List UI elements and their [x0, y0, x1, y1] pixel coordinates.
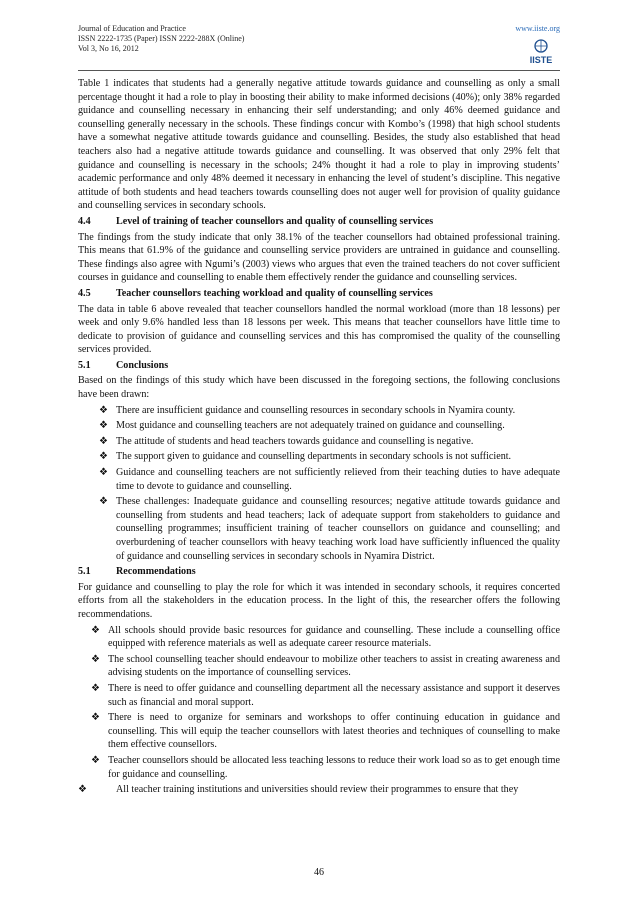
journal-name: Journal of Education and Practice	[78, 24, 186, 33]
section-heading-conclusions	[78, 359, 560, 373]
diamond-bullet-icon: ❖	[78, 784, 87, 796]
diamond-bullet-icon: ❖	[99, 435, 108, 447]
section-title: Teacher counsellors teaching workload and quality of counselling services	[116, 287, 433, 299]
section-heading-4-4	[78, 215, 560, 229]
list-item: ❖ There is need to organize for seminars and workshops to offer continuing education in guidance and counselling. This will equip the teacher counsellors with latest theories and techniques of counselling to make them effective counsellors.	[91, 712, 560, 751]
diamond-bullet-icon: ❖	[91, 712, 100, 724]
section-title: Conclusions	[116, 359, 169, 371]
page-header	[78, 24, 560, 70]
section-number: 4.4	[78, 215, 91, 227]
paragraph-attitudes: Table 1 indicates that students had a generally negative attitude towards guidance and counselling as only a small percentage thought it had a role to play in boosting their ability to make informed decisions (40%); only 38% regarded guidance and counselling necessary in enhancing their self understanding; and only 46% deemed guidance and counselling generally necessary in the schools. These findings concur with Kombo’s (1998) that high school students have a somewhat negative attitude towards guidance and counselling. Besides, the study also established that head teachers also had a negative attitude towards guidance and counselling. It was observed that only 29% felt that guidance and counselling is necessary in the schools; 24% thought it had a role to play in improving students’ academic performance and only 48% deemed it necessary in enhancing the level of student’s discipline. This negative attitude of both students and head teachers towards counselling does not auger well for provision of quality guidance and counselling services in secondary schools.	[78, 78, 560, 212]
volume-line: Vol 3, No 16, 2012	[78, 44, 139, 53]
section-number: 5.1	[78, 566, 91, 578]
journal-website-link[interactable]: www.iiste.org	[515, 24, 560, 33]
section-heading-recommendations	[78, 565, 560, 579]
diamond-bullet-icon: ❖	[91, 754, 100, 766]
list-item: ❖ Teacher counsellors should be allocated less teaching lessons to reduce their work load so as to get enough time for guidance and counselling.	[91, 754, 560, 780]
diamond-bullet-icon: ❖	[99, 404, 108, 416]
paragraph-training: The findings from the study indicate that only 38.1% of the teacher counsellors had obtained professional training. This means that 61.9% of the guidance and counselling service providers are untrained in guidance and counselling. These findings also agree with Ngumi’s (2003) views who argues that even the trained teachers do not cover sufficient courses in guidance and counselling to enable them effectively render the guidance and counselling services.	[78, 231, 560, 284]
diamond-bullet-icon: ❖	[99, 467, 108, 479]
list-item: ❖ These challenges: Inadequate guidance and counselling resources; negative attitude towards guidance and counselling from students and head teachers; lack of adequate support from stakeholders to guidance and counselling programmes; insufficient training of teacher counsellors on guidance and counselling; and overburdening of teacher counsellors with heavy teaching work load have sufficiently influenced the quality of guidance and counselling services in secondary schools in Nyamira District.	[99, 496, 560, 562]
list-item: ❖ There are insufficient guidance and counselling resources in secondary schools in Nyamira county.	[99, 404, 516, 416]
list-item: ❖ Most guidance and counselling teachers are not adequately trained on guidance and counselling.	[99, 420, 505, 432]
section-heading-4-5	[78, 287, 560, 301]
issn-line: ISSN 2222-1735 (Paper) ISSN 2222-288X (Online)	[78, 34, 245, 43]
diamond-bullet-icon: ❖	[99, 451, 108, 463]
list-item: ❖ There is need to offer guidance and counselling department all the necessary assistance and support it deserves such as financial and moral support.	[91, 682, 560, 708]
page-number: 46	[314, 867, 324, 878]
diamond-bullet-icon: ❖	[91, 682, 100, 694]
header-divider	[78, 70, 560, 71]
paragraph-workload: The data in table 6 above revealed that teacher counsellors handled the normal workload (more than 18 lessons) per week and only 9.6% handled less than 18 lessons per week. This means that teacher counsellors have little time to dedicate to provision of guidance and counselling services and this has compromised the quality of the counselling services provided.	[78, 303, 560, 356]
diamond-bullet-icon: ❖	[99, 496, 108, 508]
section-number: 5.1	[78, 359, 91, 371]
iiste-logo	[522, 37, 560, 65]
list-item: ❖ The support given to guidance and counselling departments in secondary schools is not sufficient.	[99, 451, 512, 463]
article-body	[78, 77, 560, 799]
paragraph-conclusions-intro: Based on the findings of this study which have been discussed in the foregoing sections, the following conclusions have been drawn:	[78, 375, 560, 401]
section-title: Recommendations	[116, 566, 196, 578]
diamond-bullet-icon: ❖	[91, 624, 100, 636]
section-number: 4.5	[78, 287, 91, 299]
paragraph-recommendations-intro: For guidance and counselling to play the role for which it was intended in secondary schools, it requires concerted efforts from all the stakeholders in the education process. In the light of this, the researcher offers the following recommendations.	[78, 581, 560, 620]
list-item: ❖ The school counselling teacher should endeavour to mobilize other teachers to assist in creating awareness and advising students on the importance of counselling services.	[91, 653, 560, 679]
list-item: ❖ The attitude of students and head teachers towards guidance and counselling is negative.	[99, 435, 474, 447]
list-item: ❖ All teacher training institutions and universities should review their programmes to ensure that they	[78, 784, 519, 796]
list-item: ❖ All schools should provide basic resources for guidance and counselling. These include a counselling office equipped with reference materials as well as adequate career resource materials.	[91, 624, 560, 650]
list-item: ❖ Guidance and counselling teachers are not sufficiently relieved from their teaching duties to have adequate time to devote to guidance and counselling.	[99, 467, 560, 492]
diamond-bullet-icon: ❖	[91, 653, 100, 665]
diamond-bullet-icon: ❖	[99, 420, 108, 432]
svg-text:IISTE: IISTE	[529, 55, 553, 65]
section-title: Level of training of teacher counsellors and quality of counselling services	[116, 215, 434, 227]
